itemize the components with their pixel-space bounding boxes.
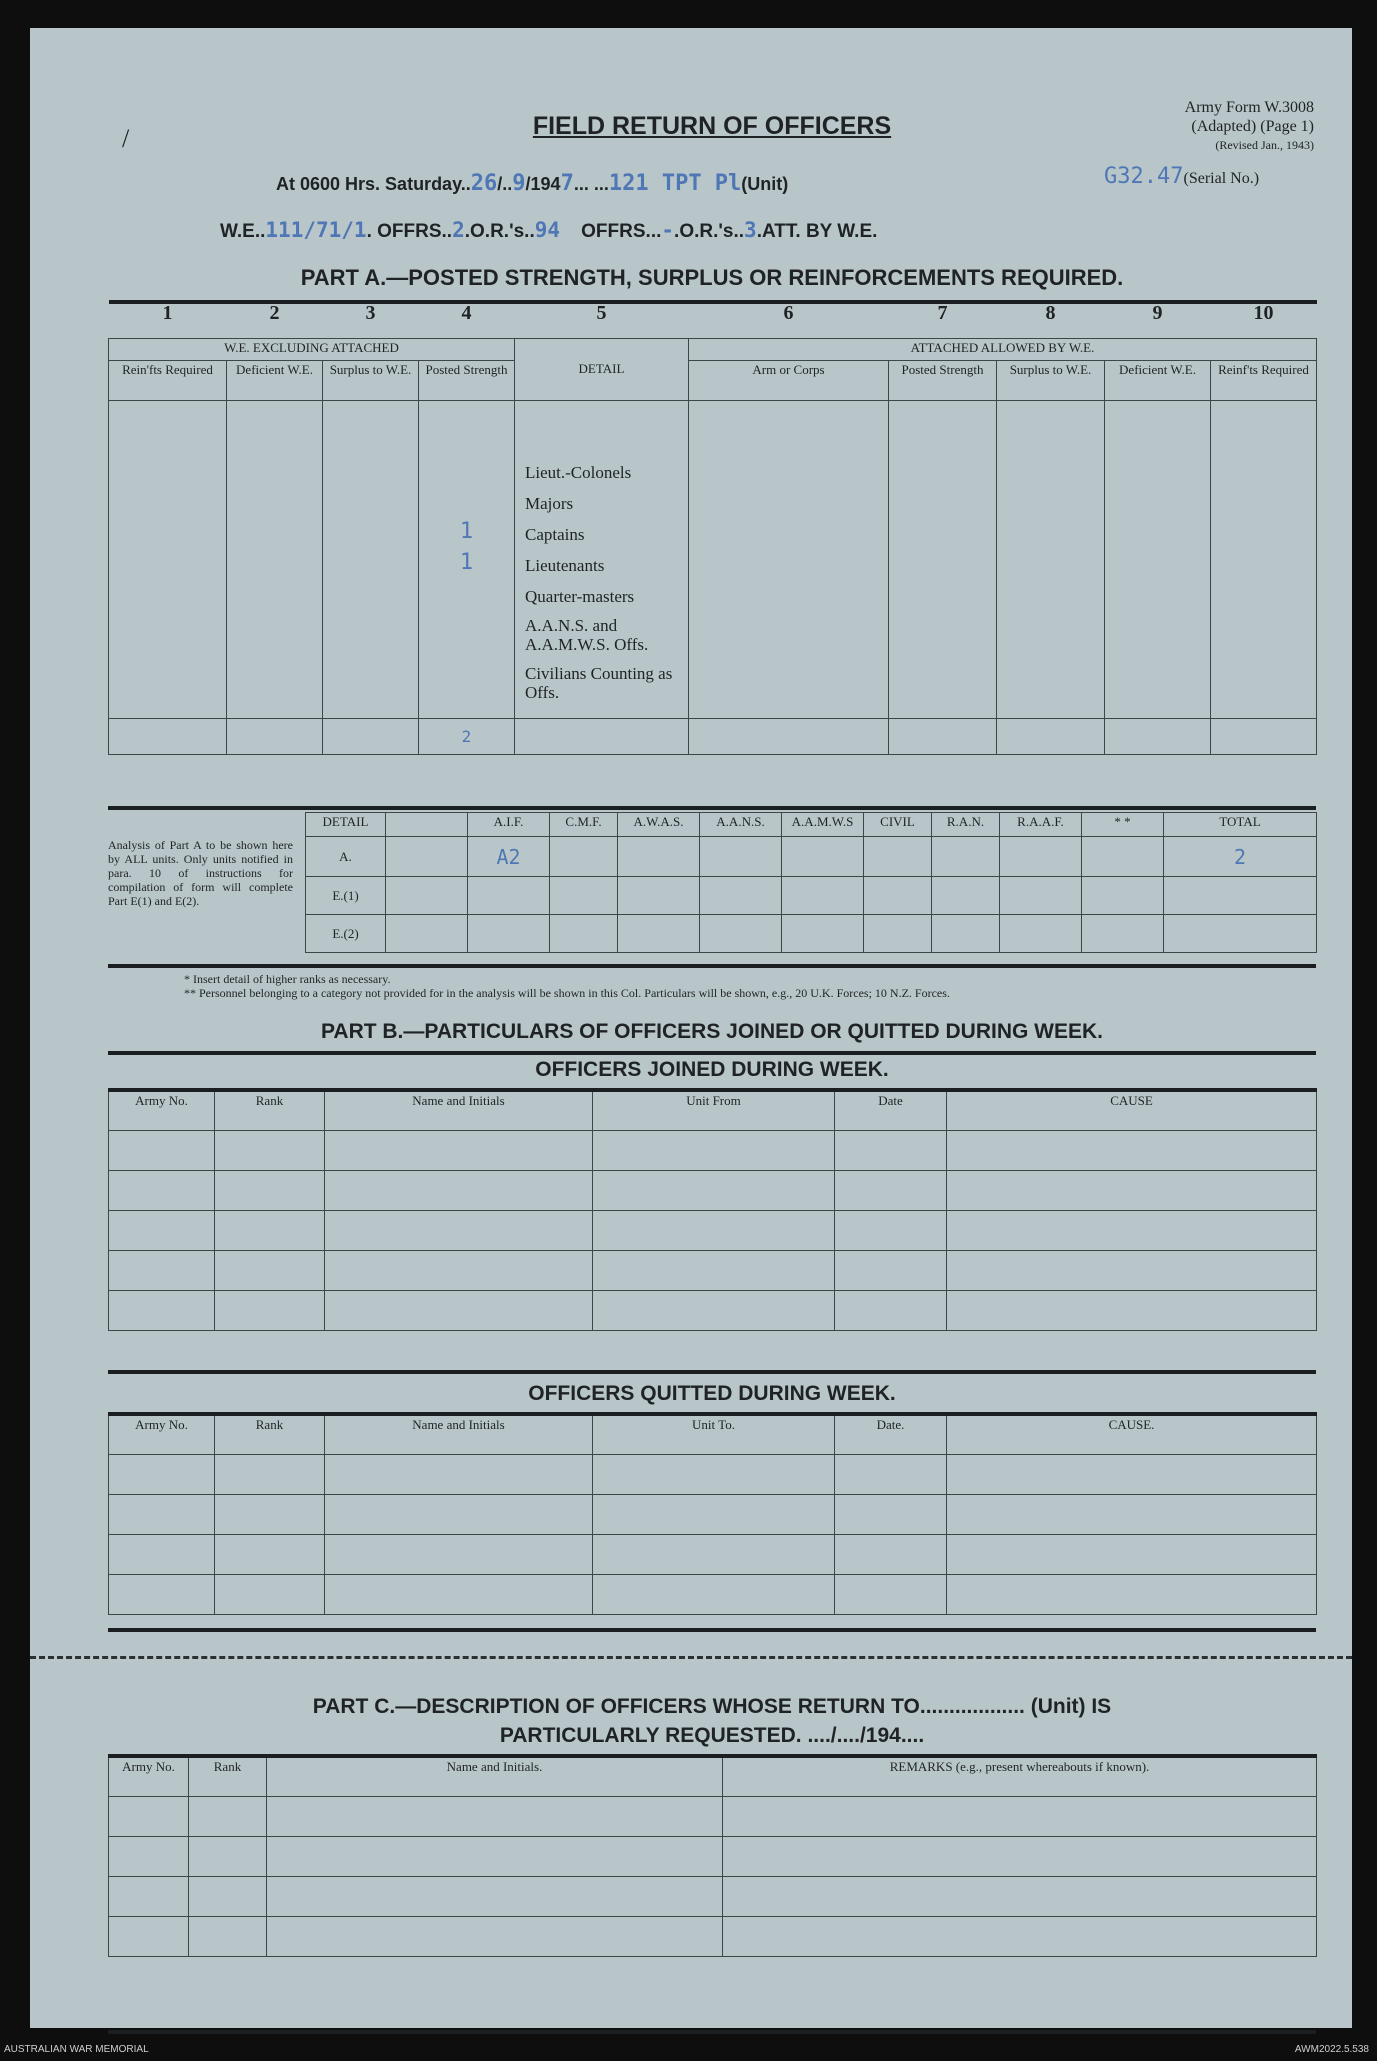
part-b-bottom-rule [108,1628,1316,1632]
analysis-row-a: A. [306,837,386,877]
quitted-rule [108,1370,1316,1374]
analysis-table [305,812,1317,953]
joined-header-unit-from: Unit From [593,1090,835,1130]
footnote-higher-ranks: * Insert detail of higher ranks as necessary. [184,972,391,986]
col-number: 3 [323,302,419,338]
part-c-header-remarks: REMARKS (e.g., present whereabouts if known). [723,1756,1317,1796]
att-reinforcements-header: Reinf'ts Required [1211,360,1317,400]
col-number: 10 [1211,302,1317,338]
att-ors-label: O.R.'s [679,221,734,242]
part-c-header-army-no: Army No. [109,1756,189,1796]
analysis-header-other: * * [1082,813,1164,837]
table-row [109,1796,1317,1836]
attached-cell [889,400,997,718]
table-row [109,1534,1317,1574]
col-number: 6 [689,302,889,338]
quitted-title: OFFICERS QUITTED DURING WEEK. [528,1382,896,1405]
table-row [109,1170,1317,1210]
analysis-bottom-rule [108,964,1316,968]
we-value: 111/71/1 [265,218,367,242]
ranks-cell [323,400,419,718]
att-label: ATT. BY W.E. [761,221,878,242]
part-c-table [108,1754,1317,1957]
att-ors-value: 3 [744,218,757,242]
col-number: 2 [227,302,323,338]
footnotes [184,972,1316,1000]
quitted-header-cause: CAUSE. [947,1414,1317,1454]
detail-header: DETAIL [515,338,689,400]
table-row [109,1210,1317,1250]
att-posted-strength-header: Posted Strength [889,360,997,400]
joined-header-date: Date [835,1090,947,1130]
joined-header-army-no: Army No. [109,1090,215,1130]
month-value: 9 [512,171,526,196]
table-row [109,1836,1317,1876]
archive-accession: AWM2022.5.538 [1294,2044,1369,2055]
serial-label: (Serial No.) [1183,170,1260,187]
ors-label: O.R.'s [470,221,525,242]
analysis-header-aif: A.I.F. [468,813,550,837]
ranks-cell [227,400,323,718]
analysis-header-detail: DETAIL [306,813,386,837]
part-c-header-rank: Rank [189,1756,267,1796]
form-title: FIELD RETURN OF OFFICERS [532,112,892,140]
table-row [109,1250,1317,1290]
att-deficient-header: Deficient W.E. [1105,360,1211,400]
table-row [109,1876,1317,1916]
att-offrs-value: - [661,218,675,242]
at-label: At 0600 Hrs. Saturday [276,174,461,194]
attached-cell [1211,400,1317,718]
day-value: 26 [470,171,498,196]
col-number: 9 [1105,302,1211,338]
table-row [109,1494,1317,1534]
analysis-header-blank [386,813,468,837]
analysis-header-total: TOTAL [1164,813,1317,837]
we-excluding-attached-header: W.E. EXCLUDING ATTACHED [109,338,515,360]
rank-lieutenants: Lieutenants [525,555,605,575]
table-row [109,1916,1317,1956]
offrs-label: OFFRS [377,221,442,242]
col-number: 5 [515,302,689,338]
analysis-header-aans: A.A.N.S. [700,813,782,837]
form-number: Army Form W.3008 [1184,99,1314,116]
date-line: At 0600 Hrs. Saturday..26/..9/1947... ...121 TPT Pl(Unit) [276,171,789,196]
form-revised: (Revised Jan., 1943) [1215,138,1314,152]
form-sheet [30,28,1352,2028]
ranks-cell [109,400,227,718]
year-prefix: /194 [525,174,561,194]
total-posted-value: 2 [419,718,515,754]
quitted-header-date: Date. [835,1414,947,1454]
table-row [109,1290,1317,1330]
analysis-header-raaf: R.A.A.F. [1000,813,1082,837]
joined-header-rank: Rank [215,1090,325,1130]
aif-a-value: A2 [468,837,550,877]
form-adapted: (Adapted) (Page 1) [1191,118,1314,135]
joined-table [108,1088,1317,1331]
posted-strength-header: Posted Strength [419,360,515,400]
offrs-value: 2 [452,218,465,242]
joined-header-cause: CAUSE [947,1090,1317,1130]
rank-lieut-colonels: Lieut.-Colonels [525,462,632,482]
we-label: W.E. [220,221,261,242]
total-a-value: 2 [1164,837,1317,877]
year-value: 7 [560,171,574,196]
reinforcements-required-header: Rein'fts Required [109,360,227,400]
analysis-row-e2: E.(2) [306,915,386,953]
footnote-other-category: ** Personnel belonging to a category not provided for in the analysis will be shown in this Col. Particulars will be shown, e.g., 20 U.K. Forces; 10 N.Z. Forces. [184,986,950,1000]
part-c-bottom-rule [108,2030,1316,2034]
attached-cell [1105,400,1211,718]
surplus-header: Surplus to W.E. [323,360,419,400]
rank-aans: A.A.N.S. and A.A.M.W.S. Offs. [525,615,649,654]
we-line: W.E..111/71/1. OFFRS..2.O.R.'s..94 OFFRS...-.O.R.'s..3.ATT. BY W.E. [220,218,878,242]
part-c-title-line2: PARTICULARLY REQUESTED. ..../..../194.... [499,1724,925,1747]
rank-quartermasters: Quarter-masters [525,586,635,606]
analysis-header-ran: R.A.N. [932,813,1000,837]
quitted-header-army-no: Army No. [109,1414,215,1454]
col-number: 1 [109,302,227,338]
part-c-title [108,1692,1316,1750]
rank-list [515,400,689,718]
part-a-table [108,300,1317,755]
analysis-rule [108,806,1316,810]
captains-posted-value: 1 [459,518,474,544]
attached-cell [997,400,1105,718]
serial-value: G32.47 [1104,164,1184,189]
unit-label: (Unit) [741,174,789,194]
deficient-header: Deficient W.E. [227,360,323,400]
table-row [109,1130,1317,1170]
col-number: 7 [889,302,997,338]
unit-value: 121 TPT Pl [608,171,742,196]
arm-or-corps-header: Arm or Corps [689,360,889,400]
table-row [109,1574,1317,1614]
att-surplus-header: Surplus to W.E. [997,360,1105,400]
part-b-rule [108,1051,1316,1055]
quitted-header-unit-to: Unit To. [593,1414,835,1454]
archive-credit: AUSTRALIAN WAR MEMORIAL [4,2044,149,2055]
rank-majors: Majors [525,493,574,513]
col-number: 8 [997,302,1105,338]
analysis-header-awas: A.W.A.S. [618,813,700,837]
perforation-line [30,1656,1352,1659]
quitted-header-rank: Rank [215,1414,325,1454]
quitted-table [108,1412,1317,1615]
analysis-header-civil: CIVIL [864,813,932,837]
rank-civilians: Civilians Counting as Offs. [525,663,673,702]
ors-value: 94 [534,218,561,242]
joined-header-name: Name and Initials [325,1090,593,1130]
part-c-header-name: Name and Initials. [267,1756,723,1796]
margin-mark: / [122,124,130,153]
posted-strength-cell [419,400,515,718]
analysis-header-aamws: A.A.M.W.S [782,813,864,837]
analysis-row-e1: E.(1) [306,877,386,915]
part-c-title-line1: PART C.—DESCRIPTION OF OFFICERS WHOSE RETURN TO.................. (Unit) IS [312,1695,1112,1718]
joined-title: OFFICERS JOINED DURING WEEK. [535,1058,889,1081]
table-row [109,1454,1317,1494]
col-number: 4 [419,302,515,338]
att-offrs-label: OFFRS [581,221,646,242]
analysis-note: Analysis of Part A to be shown here by ALL units. Only units notified in para. 10 of instructions for compilation of form will complete Part E(1) and E(2). [108,838,293,908]
rank-captains: Captains [525,524,585,544]
attached-cell [689,400,889,718]
lieutenants-posted-value: 1 [459,549,474,575]
serial-line [1104,164,1259,189]
attached-allowed-header: ATTACHED ALLOWED BY W.E. [689,338,1317,360]
quitted-header-name: Name and Initials [325,1414,593,1454]
part-a-title: PART A.—POSTED STRENGTH, SURPLUS OR REINFORCEMENTS REQUIRED. [300,265,1124,290]
analysis-header-cmf: C.M.F. [550,813,618,837]
part-b-title: PART B.—PARTICULARS OF OFFICERS JOINED OR QUITTED DURING WEEK. [320,1020,1104,1043]
